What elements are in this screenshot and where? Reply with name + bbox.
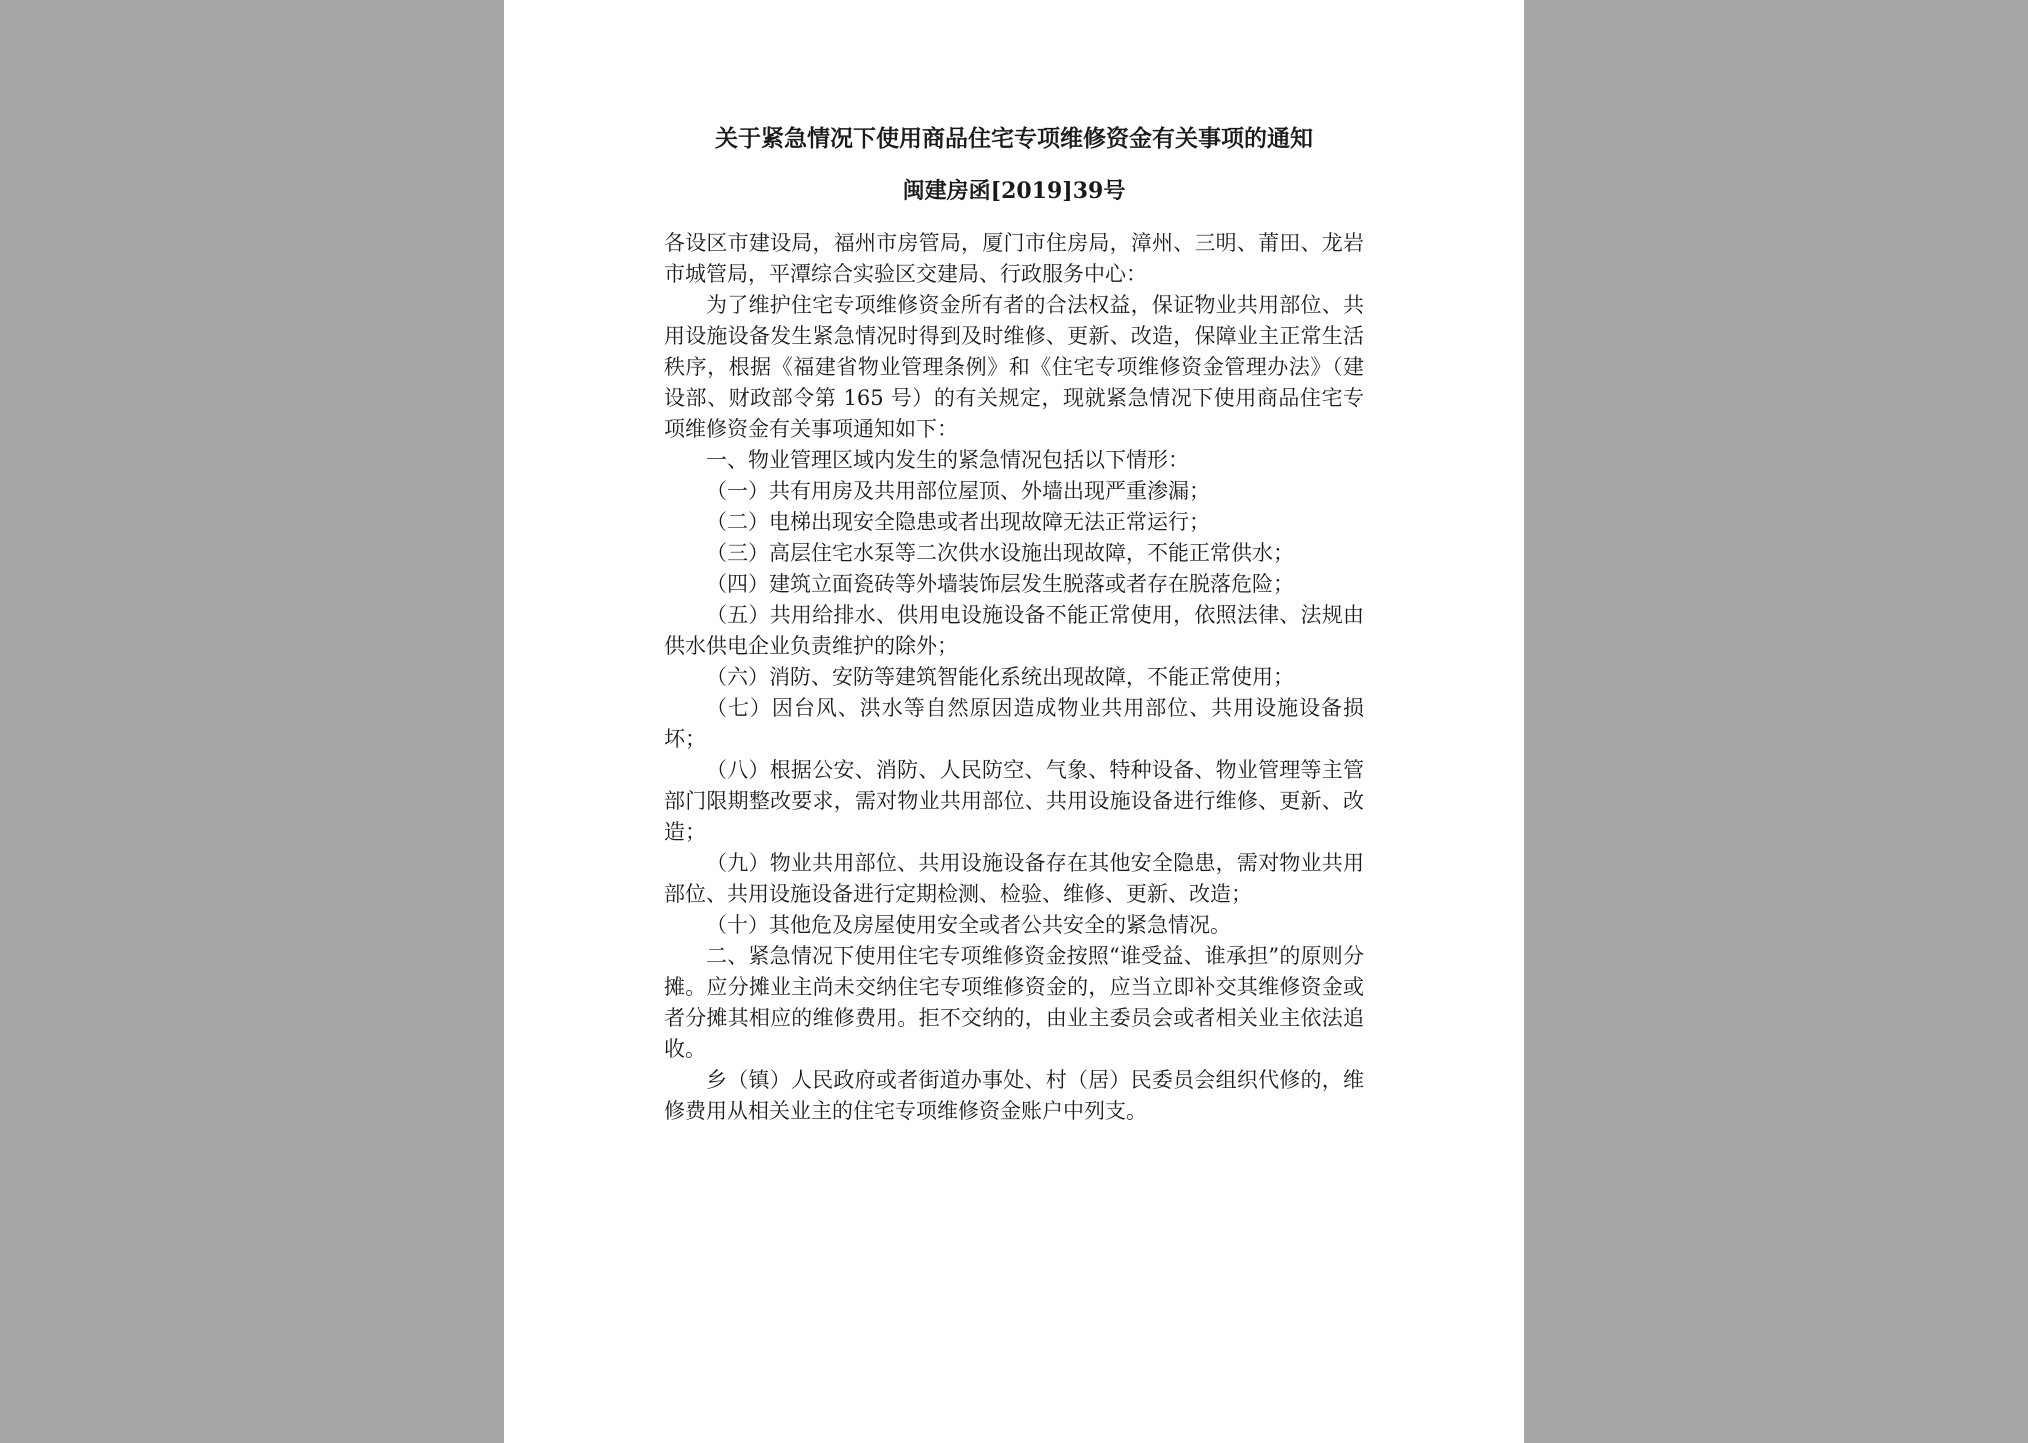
section2-paragraph: 二、紧急情况下使用住宅专项维修资金按照“谁受益、谁承担”的原则分摊。应分摊业主尚未交纳住宅专项维修资金的，应当立即补交其维修资金或者分摊其相应的维修费用。拒不交纳的，由业主委员会或者相关业主依法追收。 <box>664 944 1364 1061</box>
list-item: （八）根据公安、消防、人民防空、气象、特种设备、物业管理等主管部门限期整改要求，需对物业共用部位、共用设施设备进行维修、更新、改造； <box>664 758 1364 844</box>
list-item: （五）共用给排水、供用电设施设备不能正常使用，依照法律、法规由供水供电企业负责维护的除外； <box>664 603 1364 658</box>
section2-continuation-paragraph: 乡（镇）人民政府或者街道办事处、村（居）民委员会组织代修的，维修费用从相关业主的住宅专项维修资金账户中列支。 <box>664 1068 1364 1123</box>
list-item: （十）其他危及房屋使用安全或者公共安全的紧急情况。 <box>706 913 1231 937</box>
document-page <box>504 0 1524 1443</box>
list-item: （六）消防、安防等建筑智能化系统出现故障，不能正常使用； <box>706 665 1294 689</box>
list-item: （四）建筑立面瓷砖等外墙装饰层发生脱落或者存在脱落危险； <box>706 572 1294 596</box>
list-item: （一）共有用房及共用部位屋顶、外墙出现严重渗漏； <box>706 479 1210 503</box>
list-item: （三）高层住宅水泵等二次供水设施出现故障，不能正常供水； <box>706 541 1294 565</box>
document-body <box>664 228 1364 1127</box>
addressee-paragraph: 各设区市建设局，福州市房管局，厦门市住房局，漳州、三明、莆田、龙岩市城管局，平潭综合实验区交建局、行政服务中心： <box>664 231 1364 286</box>
section1-heading: 一、物业管理区域内发生的紧急情况包括以下情形： <box>706 448 1189 472</box>
list-item: （九）物业共用部位、共用设施设备存在其他安全隐患，需对物业共用部位、共用设施设备进行定期检测、检验、维修、更新、改造； <box>664 851 1364 906</box>
document-number: 闽建房函[2019]39号 <box>902 178 1126 204</box>
intro-paragraph: 为了维护住宅专项维修资金所有者的合法权益，保证物业共用部位、共用设施设备发生紧急情况时得到及时维修、更新、改造，保障业主正常生活秩序，根据《福建省物业管理条例》和《住宅专项维修资金管理办法》（建设部、财政部令第 165 号）的有关规定，现就紧急情况下使用商品住宅专项维修资金有关事项通知如下： <box>664 293 1364 441</box>
list-item: （二）电梯出现安全隐患或者出现故障无法正常运行； <box>706 510 1210 534</box>
document-title: 关于紧急情况下使用商品住宅专项维修资金有关事项的通知 <box>715 125 1313 152</box>
list-item: （七）因台风、洪水等自然原因造成物业共用部位、共用设施设备损坏； <box>664 696 1364 751</box>
